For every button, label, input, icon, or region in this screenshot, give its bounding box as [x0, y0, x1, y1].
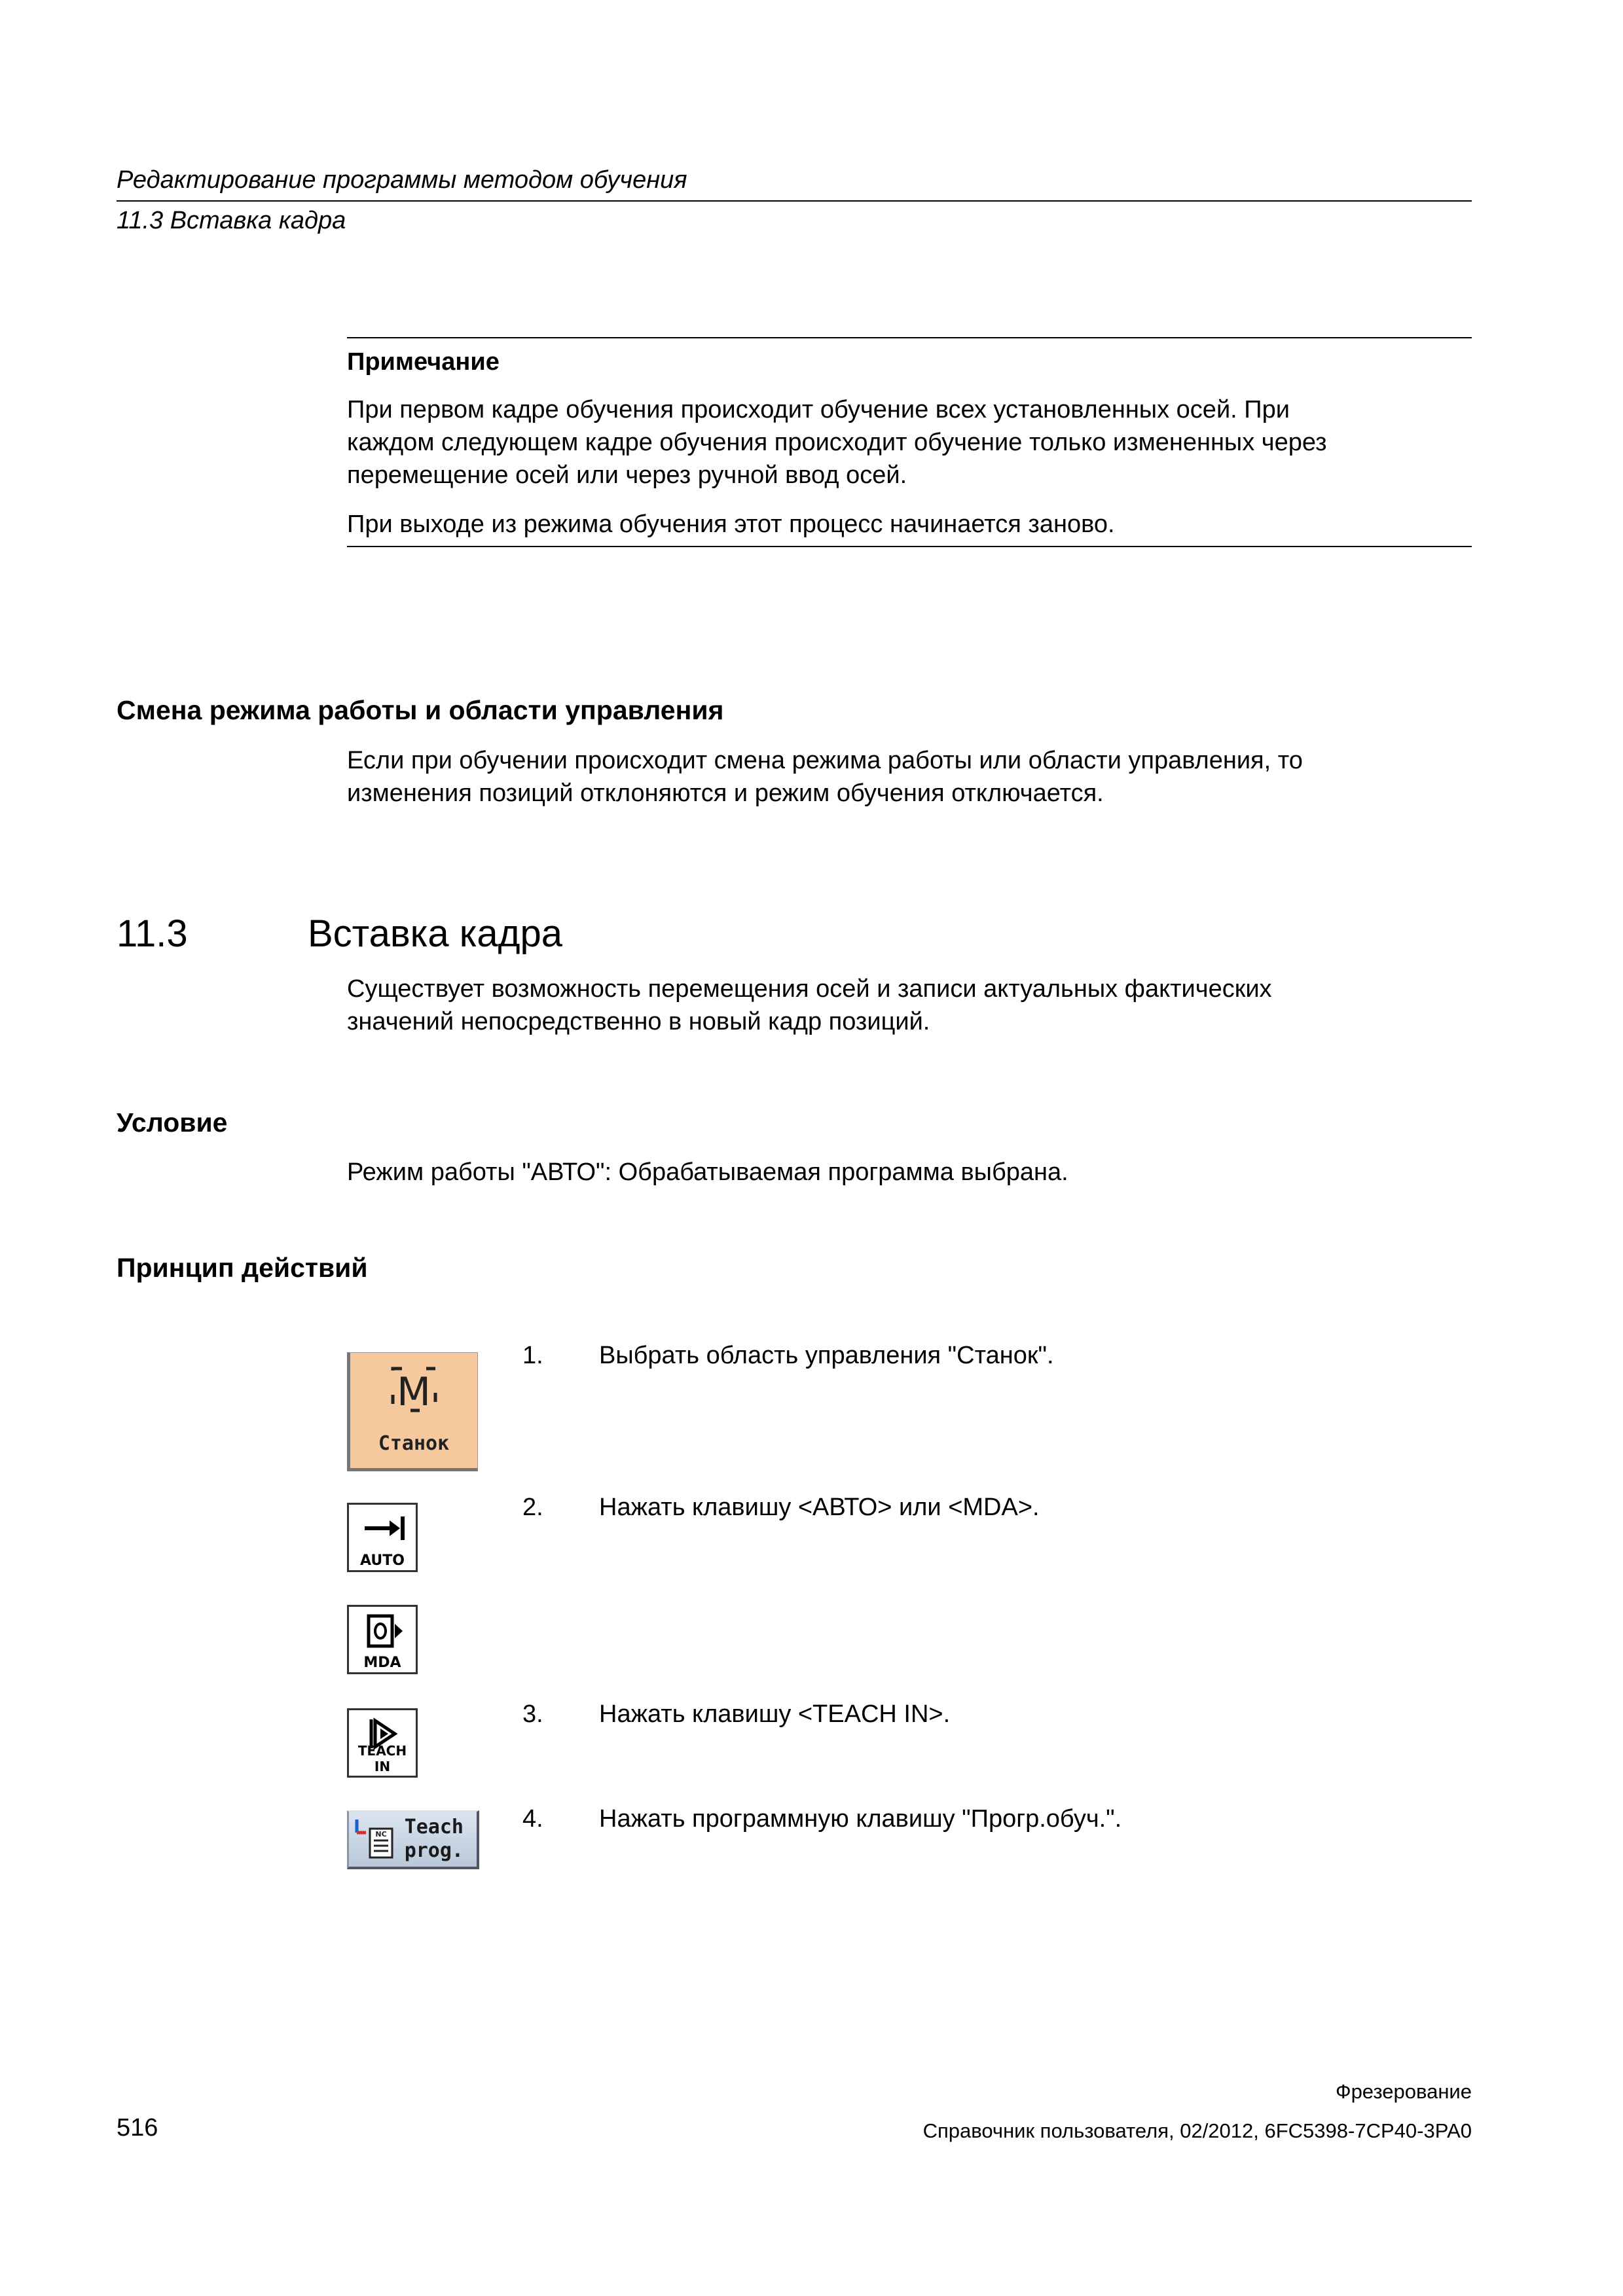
svg-text:M: M	[397, 1369, 431, 1415]
teach-prog-softkey-label: Teach prog.	[404, 1816, 464, 1862]
note-line: При первом кадре обучения происходит обучение всех установленных осей. При	[347, 396, 1290, 423]
machine-glyph	[350, 1359, 481, 1431]
section-intro-line: значений непосредственно в новый кадр позиций.	[347, 1008, 930, 1035]
mda-key-icon	[347, 1605, 418, 1674]
mode-change-line: изменения позиций отклоняются и режим обучения отключается.	[347, 780, 1104, 807]
auto-key-label: AUTO	[360, 1552, 405, 1569]
condition-heading: Условие	[117, 1107, 228, 1138]
mda-key-label: MDA	[363, 1655, 401, 1671]
teach-prog-softkey-icon	[347, 1810, 479, 1869]
note-top-rule	[347, 337, 1472, 338]
step-number: 1.	[522, 1342, 543, 1369]
step-text: Нажать клавишу <TEACH IN>.	[599, 1700, 951, 1728]
svg-text:NC: NC	[375, 1830, 387, 1839]
step-text: Выбрать область управления "Станок".	[599, 1342, 1054, 1369]
teach-prog-glyph	[350, 1813, 403, 1865]
step-text: Нажать клавишу <АВТО> или <MDA>.	[599, 1494, 1040, 1521]
note-bottom-rule	[347, 546, 1472, 547]
running-header-chapter: Редактирование программы методом обучения	[117, 166, 687, 194]
header-rule	[117, 200, 1472, 202]
auto-arrow-glyph	[349, 1509, 416, 1554]
note-line: каждом следующем кадре обучения происходит обучение только измененных через	[347, 429, 1327, 456]
note-line: перемещение осей или через ручной ввод осей.	[347, 461, 907, 489]
machine-area-label: Станок	[378, 1432, 450, 1455]
machine-area-icon	[347, 1352, 478, 1471]
teach-in-key-icon	[347, 1708, 418, 1778]
footer-reference: Справочник пользователя, 02/2012, 6FC5398-7CP40-3PA0	[922, 2119, 1472, 2142]
step-number: 3.	[522, 1700, 543, 1728]
note-title: Примечание	[347, 348, 500, 376]
section-intro-line: Существует возможность перемещения осей и записи актуальных фактических	[347, 975, 1272, 1003]
teach-in-key-label: TEACH IN	[357, 1743, 407, 1774]
section-title: Вставка кадра	[308, 912, 562, 955]
mda-glyph	[349, 1611, 416, 1657]
running-header-section: 11.3 Вставка кадра	[117, 207, 346, 234]
section-number: 11.3	[117, 912, 188, 955]
condition-text: Режим работы "АВТО": Обрабатываемая программа выбрана.	[347, 1158, 1068, 1186]
mode-change-line: Если при обучении происходит смена режима работы или области управления, то	[347, 747, 1303, 774]
principle-heading: Принцип действий	[117, 1253, 368, 1283]
note-line: При выходе из режима обучения этот процесс начинается заново.	[347, 511, 1115, 538]
auto-key-icon	[347, 1503, 418, 1572]
mode-change-heading: Смена режима работы и области управления	[117, 695, 724, 725]
page-number: 516	[117, 2114, 158, 2142]
step-text: Нажать программную клавишу "Прогр.обуч.".	[599, 1805, 1122, 1833]
footer-title: Фрезерование	[1336, 2080, 1472, 2103]
step-number: 2.	[522, 1494, 543, 1521]
step-number: 4.	[522, 1805, 543, 1833]
